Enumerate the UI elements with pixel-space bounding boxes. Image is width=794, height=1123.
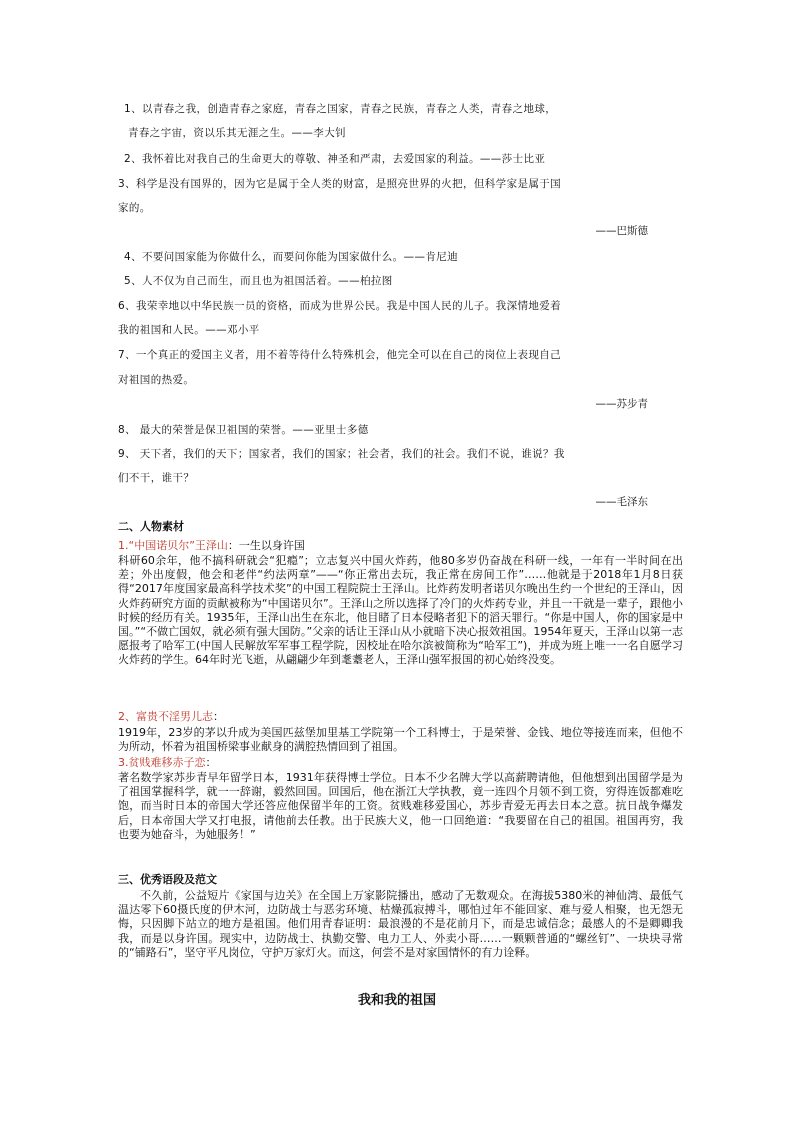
item-3-title	[118, 756, 217, 770]
quote-3-line-2: 家的。	[118, 202, 151, 214]
quote-9-attribution: ——毛泽东	[595, 496, 648, 508]
item-3-body: 著名数学家苏步青早年留学日本，1931年获得博士学位。日本不少名牌大学以高薪聘请他，但他想到出国留学是为了祖国掌握科学，就一一辞谢，毅然回国。回国后，他在浙江大学执教，竟一连四个月领不到工资，穷得连饭都难吃饱，而当时日本的帝国大学还答应他保留半年的工资。贫贱难移爱国心，苏步青爱无再去日本之意。抗日战争爆发后，日本帝国大学又打电报，请他前去任教。出于民族大义，他一口回绝道：“我要留在自己的祖国。祖国再穷，我也要为她奋斗，为她服务！”	[118, 771, 683, 841]
item-1-title-text: 1.“中国诺贝尔”王泽山	[118, 539, 228, 552]
item-2-title-text: 2、富贵不淫男儿志	[118, 710, 213, 723]
quote-2-line-1: 2、我怀着比对我自己的生命更大的尊敬、神圣和严肃，去爱国家的利益。——莎士比亚	[124, 153, 546, 165]
item-2-subtitle: ：	[213, 710, 224, 723]
quote-1-line-1: 1、以青春之我，创造青春之家庭，青春之国家，青春之民族，青春之人类，青春之地球，	[124, 103, 557, 115]
item-3-title-text: 3.贫贱难移赤子恋	[118, 756, 206, 769]
quote-4-line-1: 4、不要问国家能为你做什么，而要问你能为国家做什么。——肯尼迪	[124, 251, 459, 263]
item-2-title	[118, 710, 224, 724]
item-2-body: 1919年，23岁的茅以升成为美国匹兹堡加里基工学院第一个工科博士，于是荣誉、金钱、地位等接连而来，但他不为所动，怀着为祖国桥梁事业献身的满腔热情回到了祖国。	[118, 726, 683, 754]
quote-6-line-1: 6、我荣幸地以中华民族一员的资格，而成为世界公民。我是中国人民的儿子。我深情地爱着	[118, 300, 562, 312]
item-1-title	[118, 539, 305, 553]
quote-7-line-2: 对祖国的热爱。	[118, 374, 195, 386]
quote-6-line-2: 我的祖国和人民。——邓小平	[118, 324, 260, 336]
quote-7-line-1: 7、一个真正的爱国主义者，用不着等待什么特殊机会，他完全可以在自己的岗位上表现自己	[118, 349, 562, 361]
quote-9-line-2: 们不干，谁干？	[118, 472, 195, 484]
quote-5-line-1: 5、人不仅为自己而生，而且也为祖国活着。——柏拉图	[124, 275, 393, 287]
item-3-subtitle: ：	[205, 756, 217, 769]
quote-8-line-1: 8、 最大的荣誉是保卫祖国的荣誉。——亚里士多德	[118, 424, 369, 436]
quote-3-line-1: 3、科学是没有国界的，因为它是属于全人类的财富，是照亮世界的火把，但科学家是属于国	[118, 178, 562, 190]
quote-7-attribution: ——苏步青	[595, 398, 648, 410]
section-heading-characters: 二、人物素材	[118, 520, 184, 533]
section-heading-excerpts: 三、优秀语段及范文	[118, 873, 217, 886]
item-1-body: 科研60余年，他不搞科研就会“犯瘾”；立志复兴中国火炸药，他80多岁仍奋战在科研一线，一年有一半时间在出差；外出度假，他会和老伴“约法两章”——“你正常出去玩，我正常在房间工作”……他就是于2018年1月8日获得“2017年度国家最高科学技术奖”的中国工程院院士王泽山。比炸药发明者诺贝尔晚出生约一个世纪的王泽山，因火炸药研究方面的贡献被称为“中国诺贝尔”。王泽山之所以选择了冷门的火炸药专业，并且一干就是一辈子，跟他小时候的经历有关。1935年，王泽山出生在东北，他目睹了日本侵略者犯下的滔天罪行。“你是中国人，你的国家是中国。”“不做亡国奴，就必须有强大国防。”父亲的话让王泽山从小就暗下决心报效祖国。1954年夏天，王泽山以第一志愿报考了哈军工(中国人民解放军军事工程学院，因校址在哈尔滨被简称为“哈军工”)，并成为班上唯一一名自愿学习火炸药的学生。64年时光飞逝，从翩翩少年到耄耋老人，王泽山强军报国的初心始终没变。	[118, 554, 683, 667]
quote-1-line-2: 青春之宇宙，资以乐其无涯之生。——李大钊	[128, 127, 346, 139]
quote-9-line-1: 9、 天下者，我们的天下；国家者，我们的国家；社会者，我们的社会。我们不说，谁说？我	[118, 448, 565, 460]
item-1-subtitle: ：一生以身许国	[227, 539, 305, 552]
excerpt-paragraph: 不久前，公益短片《家国与边关》在全国上万家影院播出，感动了无数观众。在海拔5380米的神仙湾、最低气温达零下60摄氏度的伊木河，边防战士与恶劣环境、枯燥孤寂搏斗，哪怕过年不能回家、难与爱人相聚，也无怨无悔，只因脚下站立的地方是祖国。他们用青春证明：最浪漫的不是花前月下，而是忠诚信念；最感人的不是卿卿我我，而是以身许国。现实中，边防战士、执勤交警、电力工人、外卖小哥……一颗颗普通的“螺丝钉”、一块块寻常的“铺路石”，坚守平凡岗位，守护万家灯火。而这，何尝不是对家国情怀的有力诠释。	[118, 889, 683, 959]
essay-title: 我和我的祖国	[357, 993, 436, 1008]
quote-3-attribution: ——巴斯德	[595, 225, 648, 237]
